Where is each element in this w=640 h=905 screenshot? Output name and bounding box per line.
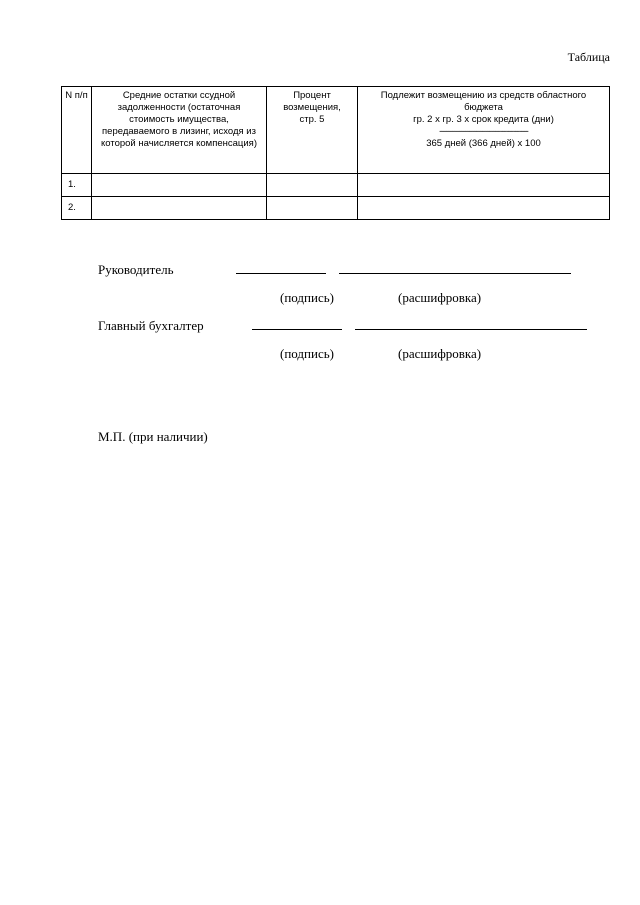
table-row: [62, 197, 610, 220]
header-loan-balance: Средние остатки ссудной задолженности (остаточная стоимость имущества, передаваемого в лизинг, исходя из которой начисляется компенсация): [92, 87, 267, 174]
formula-divider: -----------------------------------------: [439, 126, 528, 137]
row-number: 2.: [62, 197, 92, 220]
cell-reimbursement[interactable]: [358, 197, 610, 220]
header-percent-title: Процент возмещения,: [283, 90, 341, 113]
header-reimbursement-title: Подлежит возмещению из средств областного бюджета: [380, 90, 587, 113]
formula-numerator: гр. 2 x гр. 3 x срок кредита (дни): [413, 114, 554, 125]
header-percent-note: стр. 5: [299, 114, 325, 125]
head-decode-caption: (расшифровка): [398, 290, 482, 305]
table-header-row: [62, 87, 610, 174]
cell-reimbursement[interactable]: [358, 174, 610, 197]
head-signature-line[interactable]: [236, 273, 326, 274]
header-number: N п/п: [62, 87, 92, 174]
stamp-label: М.П. (при наличии): [98, 429, 208, 444]
head-name-line[interactable]: [339, 273, 571, 274]
formula-denominator: 365 дней (366 дней) x 100: [426, 138, 541, 149]
accountant-label: Главный бухгалтер: [98, 318, 204, 333]
head-sign-caption: (подпись): [280, 290, 334, 305]
header-percent: [267, 87, 358, 174]
cell-percent[interactable]: [267, 197, 358, 220]
compensation-table: [61, 86, 610, 220]
cell-loan-balance[interactable]: [92, 197, 267, 220]
accountant-signature-line[interactable]: [252, 329, 342, 330]
accountant-name-line[interactable]: [355, 329, 587, 330]
accountant-sign-caption: (подпись): [280, 346, 334, 361]
accountant-decode-caption: (расшифровка): [398, 346, 482, 361]
row-number: 1.: [62, 174, 92, 197]
table-label: Таблица: [567, 50, 610, 64]
table-row: [62, 174, 610, 197]
head-label: Руководитель: [98, 262, 174, 277]
cell-loan-balance[interactable]: [92, 174, 267, 197]
header-reimbursement: [358, 87, 610, 174]
cell-percent[interactable]: [267, 174, 358, 197]
